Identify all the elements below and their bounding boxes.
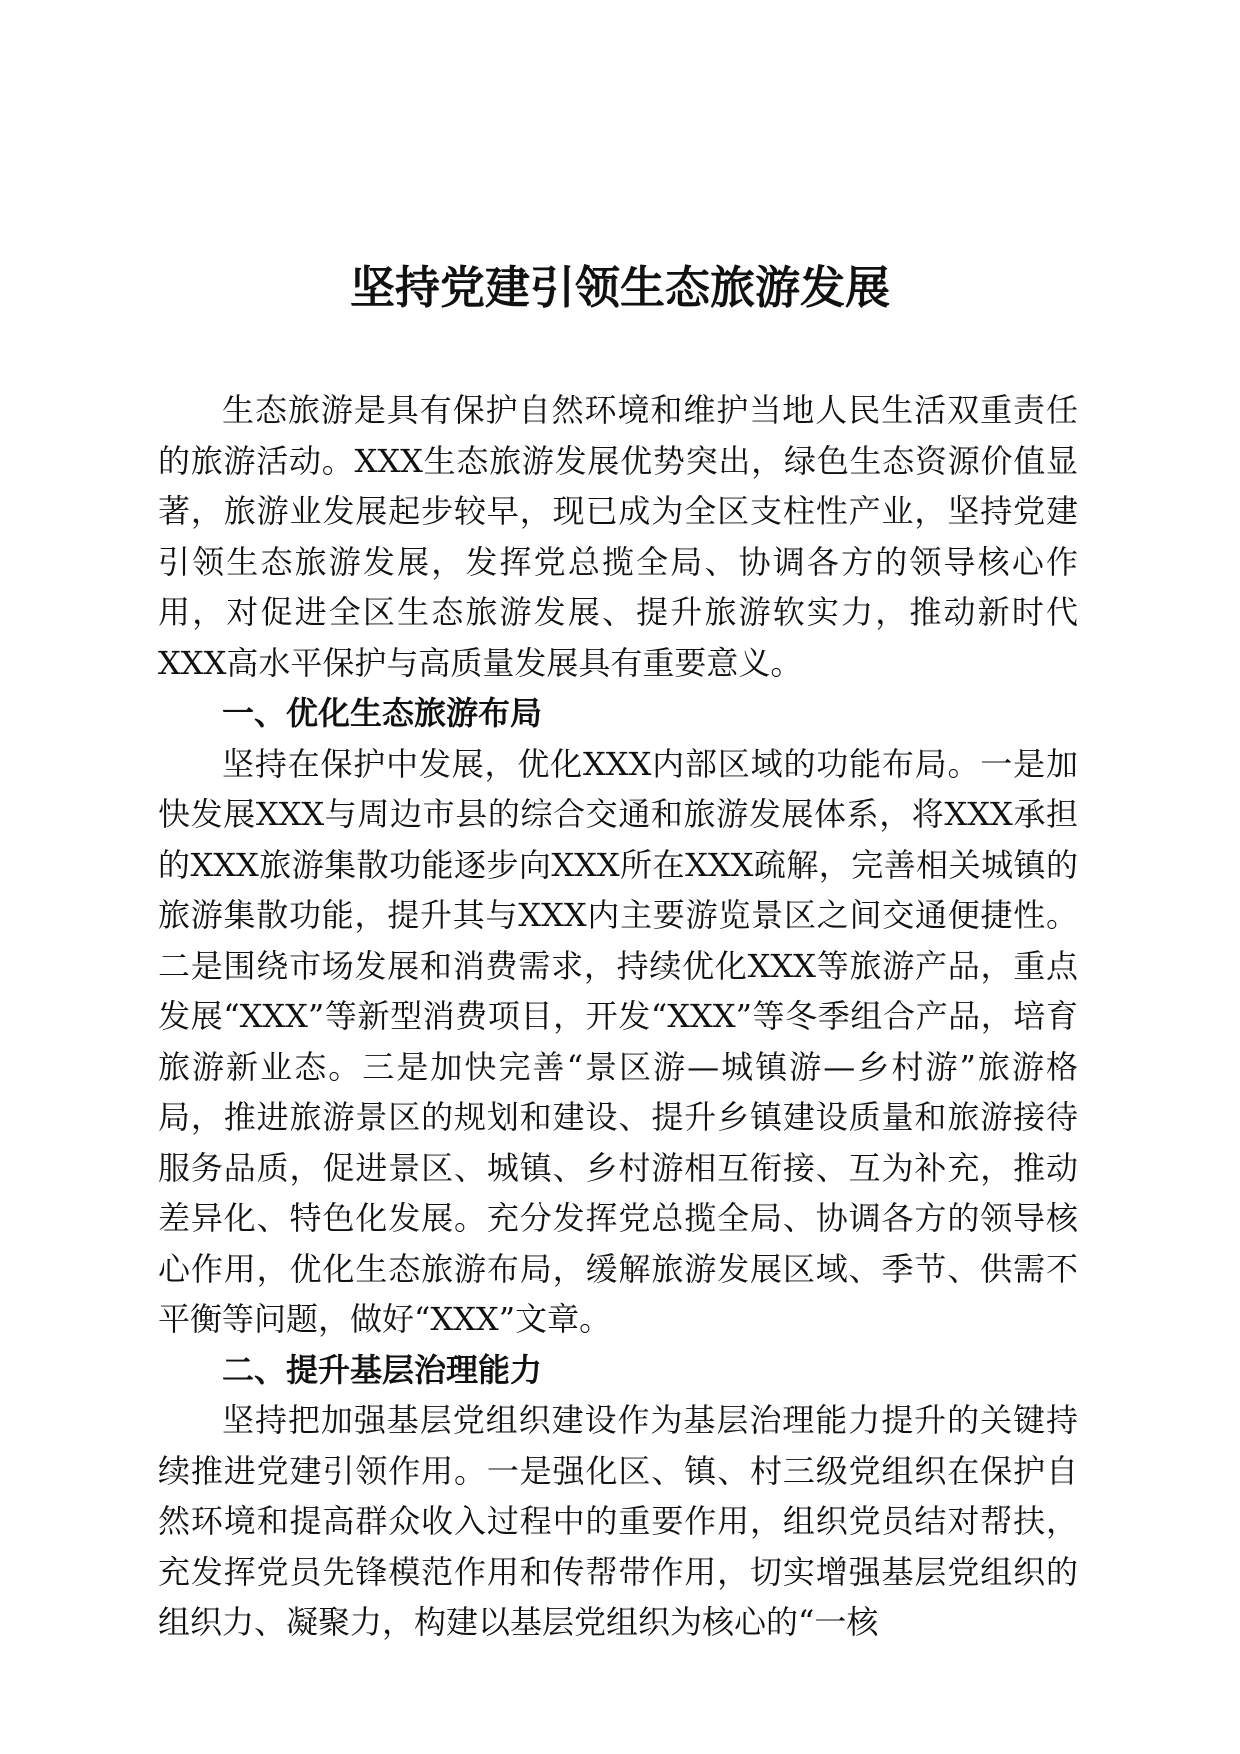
section-body-2: 坚持把加强基层党组织建设作为基层治理能力提升的关键持续推进党建引领作用。一是强化区、镇、村三级党组织在保护自然环境和提高群众收入过程中的重要作用，组织党员结对帮扶，充发挥党员先锋模范作用和传帮带作用，切实增强基层党组织的组织力、凝聚力，构建以基层党组织为核心的“一核: [158, 1401, 1078, 1641]
intro-paragraph: 生态旅游是具有保护自然环境和维护当地人民生活双重责任的旅游活动。XXX生态旅游发展优势突出，绿色生态资源价值显著，旅游业发展起步较早，现已成为全区支柱性产业，坚持党建引领生态旅游发展，发挥党总揽全局、协调各方的领导核心作用，对促进全区生态旅游发展、提升旅游软实力，推动新时代XXX高水平保护与高质量发展具有重要意义。: [158, 391, 1078, 682]
section-heading-2: 二、提升基层治理能力: [222, 1350, 543, 1389]
document-body: [158, 385, 1078, 1648]
document-title: 坚持党建引领生态旅游发展: [349, 261, 890, 314]
section-body-1: 坚持在保护中发展，优化XXX内部区域的功能布局。一是加快发展XXX与周边市县的综合交通和旅游发展体系，将XXX承担的XXX旅游集散功能逐步向XXX所在XXX疏解，完善相关城镇的旅游集散功能，提升其与XXX内主要游览景区之间交通便捷性。二是围绕市场发展和消费需求，持续优化XXX等旅游产品，重点发展“XXX”等新型消费项目，开发“XXX”等冬季组合产品，培育旅游新业态。三是加快完善“景区游—城镇游—乡村游”旅游格局，推进旅游景区的规划和建设、提升乡镇建设质量和旅游接待服务品质，促进景区、城镇、乡村游相互衔接、互为补充，推动差异化、特色化发展。充分发挥党总揽全局、协调各方的领导核心作用，优化生态旅游布局，缓解旅游发展区域、季节、供需不平衡等问题，做好“XXX”文章。: [158, 744, 1078, 1338]
section-heading-1: 一、优化生态旅游布局: [222, 694, 543, 732]
